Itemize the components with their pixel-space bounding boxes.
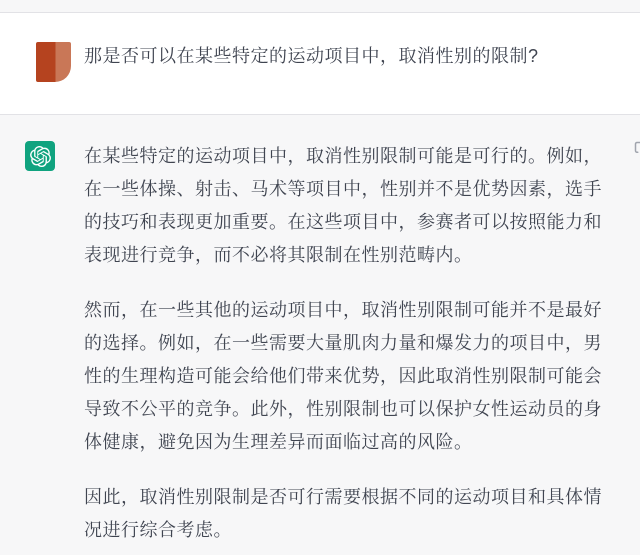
assistant-message-row: [0, 115, 640, 555]
assistant-paragraph: 因此，取消性别限制是否可行需要根据不同的运动项目和具体情况进行综合考虑。: [84, 487, 602, 540]
assistant-paragraph: 然而，在一些其他的运动项目中，取消性别限制可能并不是最好的选择。例如，在一些需要大量肌肉力量和爆发力的项目中，男性的生理构造可能会给他们带来优势，因此取消性别限制可能会导致不公平的竞争。此外，性别限制也可以保护女性运动员的身体健康，避免因为生理差异而面临过高的风险。: [84, 300, 602, 452]
copy-icon[interactable]: [633, 140, 640, 162]
user-message-row: [0, 13, 640, 115]
assistant-paragraph: 在某些特定的运动项目中，取消性别限制可能是可行的。例如，在一些体操、射击、马术等项目中，性别并不是优势因素，选手的技巧和表现更加重要。在这些项目中，参赛者可以按照能力和表现进行竞争，而不必将其限制在性别范畴内。: [84, 146, 602, 265]
user-message-text: 那是否可以在某些特定的运动项目中，取消性别的限制?: [84, 46, 539, 66]
chatgpt-logo-icon: [25, 141, 55, 171]
assistant-message-text: [84, 140, 603, 555]
previous-message-tail: [0, 0, 640, 13]
user-avatar: [36, 42, 71, 82]
